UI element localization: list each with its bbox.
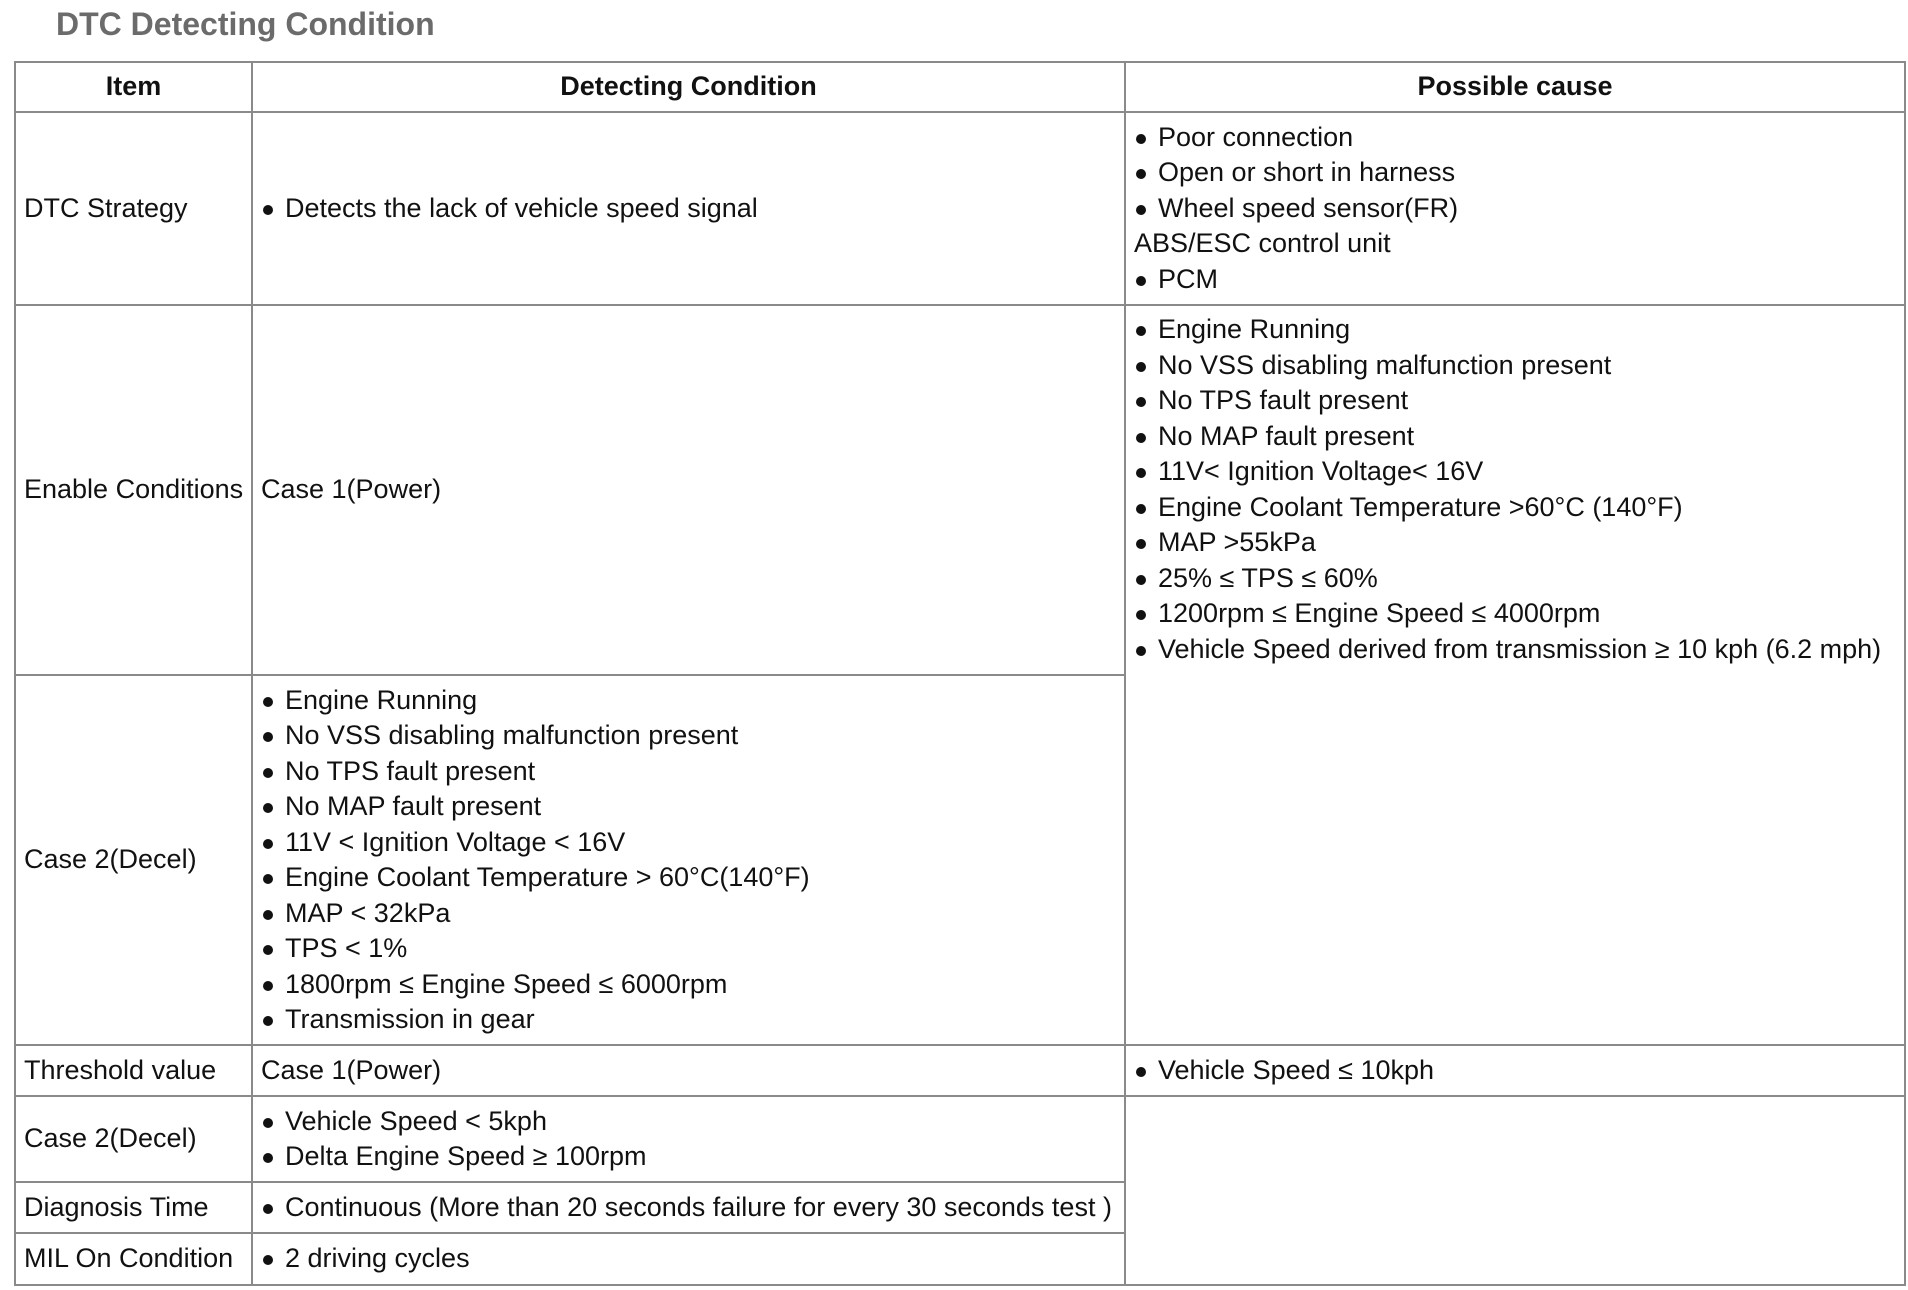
list-item: Vehicle Speed < 5kph bbox=[261, 1104, 1116, 1140]
cause-list bbox=[1134, 312, 1896, 667]
condition-cell: Case 1(Power) bbox=[252, 305, 1125, 675]
list-item: Transmission in gear bbox=[261, 1002, 1116, 1038]
list-item: Poor connection bbox=[1134, 120, 1896, 156]
condition-cell: Case 1(Power) bbox=[252, 1045, 1125, 1096]
list-item: PCM bbox=[1134, 262, 1896, 298]
condition-list bbox=[261, 1104, 1116, 1175]
list-item: Continuous (More than 20 seconds failure for every 30 seconds test ) bbox=[261, 1190, 1116, 1226]
condition-cell bbox=[252, 1233, 1125, 1285]
cause-plain-line: ABS/ESC control unit bbox=[1134, 228, 1391, 259]
list-item: Engine Running bbox=[261, 683, 1116, 719]
header-detecting-condition: Detecting Condition bbox=[252, 62, 1125, 112]
list-item: MAP >55kPa bbox=[1134, 525, 1896, 561]
condition-list bbox=[261, 191, 1116, 227]
list-item: 2 driving cycles bbox=[261, 1241, 1116, 1277]
list-item: No VSS disabling malfunction present bbox=[1134, 348, 1896, 384]
condition-list bbox=[261, 683, 1116, 1038]
page-title: DTC Detecting Condition bbox=[56, 6, 435, 42]
cause-cell bbox=[1125, 1045, 1905, 1096]
cause-list bbox=[1134, 262, 1896, 298]
list-item: No TPS fault present bbox=[261, 754, 1116, 790]
cause-cell bbox=[1125, 112, 1905, 305]
cause-cell-empty bbox=[1125, 1096, 1905, 1285]
cause-list bbox=[1134, 1053, 1896, 1089]
list-item: No MAP fault present bbox=[1134, 419, 1896, 455]
table-row bbox=[15, 1096, 1905, 1182]
dtc-condition-table bbox=[14, 61, 1906, 1286]
list-item: 1800rpm ≤ Engine Speed ≤ 6000rpm bbox=[261, 967, 1116, 1003]
list-item: TPS < 1% bbox=[261, 931, 1116, 967]
list-item: Engine Coolant Temperature >60°C (140°F) bbox=[1134, 490, 1896, 526]
list-item: Delta Engine Speed ≥ 100rpm bbox=[261, 1139, 1116, 1175]
list-item: 11V< Ignition Voltage< 16V bbox=[1134, 454, 1896, 490]
condition-list bbox=[261, 1241, 1116, 1277]
table-row bbox=[15, 112, 1905, 305]
header-item: Item bbox=[15, 62, 252, 112]
header-possible-cause: Possible cause bbox=[1125, 62, 1905, 112]
row-item-label: MIL On Condition bbox=[15, 1233, 252, 1285]
list-item: Vehicle Speed ≤ 10kph bbox=[1134, 1053, 1896, 1089]
table-row bbox=[15, 305, 1905, 675]
list-item: No MAP fault present bbox=[261, 789, 1116, 825]
condition-cell bbox=[252, 1096, 1125, 1182]
list-item: Engine Coolant Temperature > 60°C(140°F) bbox=[261, 860, 1116, 896]
list-item: Detects the lack of vehicle speed signal bbox=[261, 191, 1116, 227]
list-item: Open or short in harness bbox=[1134, 155, 1896, 191]
list-item: Vehicle Speed derived from transmission ≥ 10 kph (6.2 mph) bbox=[1134, 632, 1896, 668]
cause-cell bbox=[1125, 305, 1905, 1045]
row-item-label: DTC Strategy bbox=[15, 112, 252, 305]
list-item: 1200rpm ≤ Engine Speed ≤ 4000rpm bbox=[1134, 596, 1896, 632]
table-row bbox=[15, 1045, 1905, 1096]
row-item-label: Diagnosis Time bbox=[15, 1182, 252, 1233]
condition-cell bbox=[252, 112, 1125, 305]
condition-cell bbox=[252, 675, 1125, 1045]
list-item: No TPS fault present bbox=[1134, 383, 1896, 419]
row-item-label: Case 2(Decel) bbox=[15, 1096, 252, 1182]
condition-list bbox=[261, 1190, 1116, 1226]
list-item: MAP < 32kPa bbox=[261, 896, 1116, 932]
row-item-label: Case 2(Decel) bbox=[15, 675, 252, 1045]
list-item: 25% ≤ TPS ≤ 60% bbox=[1134, 561, 1896, 597]
condition-cell bbox=[252, 1182, 1125, 1233]
cause-list bbox=[1134, 120, 1896, 227]
list-item: Engine Running bbox=[1134, 312, 1896, 348]
row-item-label: Enable Conditions bbox=[15, 305, 252, 675]
list-item: No VSS disabling malfunction present bbox=[261, 718, 1116, 754]
table-header-row bbox=[15, 62, 1905, 112]
list-item: Wheel speed sensor(FR) bbox=[1134, 191, 1896, 227]
list-item: 11V < Ignition Voltage < 16V bbox=[261, 825, 1116, 861]
row-item-label: Threshold value bbox=[15, 1045, 252, 1096]
